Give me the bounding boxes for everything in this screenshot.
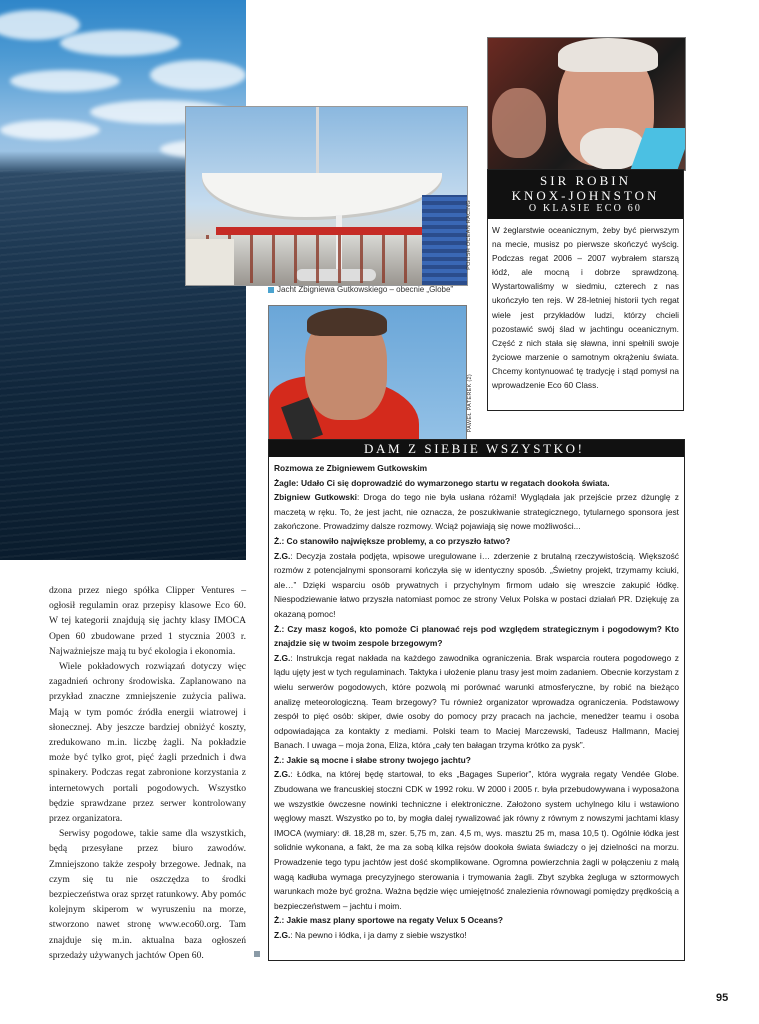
gutkowski-portrait	[268, 305, 467, 440]
sidebar-title-line2: KNOX-JOHNSTON	[511, 188, 660, 203]
answer-text: : Łódka, na której będę startował, to eks „Bagages Superior”, która wygrała regaty Vendée Globe. Zbudowana we francuskiej stoczni CDK w 1992 roku. W 2000 i 2005 r. była przebudowywana i wyposażona we wszystkie ówczesne nowinki techniczne i elektroniczne. Założono system uchylnego kilu i wstawiono węglowy maszt. Wszystko po to, by mogła dalej rywalizować jak równy z równym z nowszymi jachtami klasy IMOCA (wymiary: dł. 18,28 m, szer. 5,75 m, zan. 4,5 m, wys. masztu 25 m, masa 10,5 t). Ogólnie łódka jest solidnie wykonana, a fakt, że ma za sobą kilka rejsów dookoła świata świadczy o jej dzielności na morzu. Prowadzenie tego typu jachtów jest dość skomplikowane. Ogromna powierzchnia żagli w połączeniu z małą wagą kadłuba wymaga precyzyjnego sterowania i trymowania żagli. Zbyt szybka żegluga w sztormowych warunkach może być groźna. Ważna będzie więc umiejętność znalezienia równowagi pomiędzy prędkością a bezpieczeństwem – jachtu i moim.	[274, 769, 679, 911]
yacht-photo-credit: POLISH OCEAN RACING	[466, 200, 472, 270]
article-end-mark-icon	[254, 951, 260, 957]
portrait-photo-credit: PAWEŁ PATEREK (2)	[467, 374, 473, 433]
answer-speaker: Z.G.	[274, 652, 291, 663]
sidebar-title-line1: SIR ROBIN	[540, 173, 631, 188]
interview-answer	[274, 549, 679, 622]
sidebar-title-line3: O KLASIE ECO 60	[528, 203, 643, 214]
knox-johnston-portrait	[487, 37, 686, 171]
article-paragraph: dzona przez niego spółka Clipper Ventures – ogłosił regulamin oraz przepisy klasowe Eco 60. W tej kategorii znajdują się jachty klasy IMOCA Open 60 zbudowane przed 1 stycznia 2003 r. Najważniejsze mają tu być ekologia i ekonomia.	[49, 585, 246, 657]
page-number: 95	[716, 992, 729, 1004]
interview-box	[268, 439, 685, 961]
interview-question: Żagle: Udało Ci się doprowadzić do wymarzonego startu w regatach dookoła świata.	[274, 477, 610, 488]
interview-answer	[274, 928, 679, 943]
answer-speaker: Z.G.	[274, 930, 291, 940]
interview-question: Ż.: Jakie są mocne i słabe strony twojego jachtu?	[274, 754, 471, 765]
interview-question: Ż.: Co stanowiło największe problemy, a co przyszło łatwo?	[274, 535, 511, 546]
interview-title: DAM Z SIEBIE WSZYSTKO!	[269, 440, 684, 457]
interview-intro: Rozmowa ze Zbigniewem Gutkowskim	[274, 463, 428, 473]
answer-speaker: Zbigniew Gutkowski	[274, 492, 357, 503]
article-column	[49, 583, 246, 963]
answer-text: : Instrukcja regat nakłada na każdego zawodnika ograniczenia. Brak wsparcia routera pogodowego z lądu ujęty jest w tych regulaminach. Taktyka i ułożenie planu trasy jest moim zadaniem. Obecnie korzystam z wielu serwerów pogodowych, które pozwolą mi porównać warunki atmosferyczne, by robić na bieżąco analizę meteorologiczną. Team brzegowy? Tu również organizator wprowadza ograniczenia. Podstawowy zespół to pięć osób: skiper, dwie osoby do pomocy przy pracach na jachcie, menedżer teamu i osoba odpowiadająca za kontakty z mediami. Polski team to Maciej Marczewski, Tadeusz Hallmann, Maciej Banach. I uwaga – moja żona, Eliza, która „cały ten bałagan trzyma krótko za pysk”.	[274, 652, 679, 751]
interview-question: Ż.: Jakie masz plany sportowe na regaty Velux 5 Oceans?	[274, 915, 504, 926]
answer-text: : Na pewno i łódka, i ja damy z siebie wszystko!	[290, 930, 467, 940]
interview-answer	[274, 651, 679, 753]
answer-text: : Droga do tego nie była usłana różami! Wyglądała jak przejście przez dżunglę z maczetą w ręku. To, że jest jacht, nie oznacza, że poszukiwanie strategicznego, tytularnego sponsora jest zakończone. Prowadzimy dalsze rozmowy. Wciąż pojawiają się nowe możliwości...	[274, 492, 679, 532]
interview-question: Ż.: Czy masz kogoś, kto pomoże Ci planować rejs pod względem strategicznym i pogodowym? Kto znajdzie się w twoim zespole brzegowym?	[274, 623, 679, 649]
answer-text: : Decyzja została podjęta, wpisowe uregulowane i… zderzenie z brutalną rzeczywistością. Większość rozmów z potencjalnymi sponsorami kończyła się w identyczny sposób. „Świetny projekt, trzymamy kciuki, ale…” Dzięki wsparciu osób prywatnych i przychylnym firmom udało się wreszcie zakupić łódkę. Niespodziewanie łatwo przyszła natomiast pomoc ze strony Velux Polska w postaci działań PR. Dziękuję za okazaną pomoc!	[274, 550, 679, 619]
interview-body	[269, 457, 684, 943]
answer-speaker: Z.G.	[274, 769, 291, 780]
interview-answer	[274, 490, 679, 534]
answer-speaker: Z.G.	[274, 550, 291, 561]
article-paragraph: Serwisy pogodowe, takie same dla wszystkich, będą przesyłane przez biuro zawodów. Zmniejszono także zespoły brzegowe. Jednak, na czym się tu nie oszczędza to środki bezpieczeństwa oraz sprzęt ratunkowy. Aby pomóc kolejnym skiperom w wyruszeniu na morze, stworzono nawet stronę www.eco60.org. Tam znajduje się m.in. aktualna baza ogłoszeń sprzedaży używanych jachtów Open 60.	[49, 828, 246, 961]
yacht-caption	[268, 285, 453, 294]
sidebar-title	[488, 170, 683, 219]
yacht-caption-text: Jacht Zbigniewa Gutkowskiego – obecnie „Globe”	[277, 285, 454, 294]
article-paragraph: Wiele pokładowych rozwiązań dotyczy więc zagadnień ochrony środowiska. Zaplanowano na przykład znaczne zmniejszenie zużycia paliwa. Mają w tym pomóc źródła energii wiatrowej i słonecznej. Aby jeszcze bardziej obniżyć koszty, zredukowano m.in. liczbę żagli. Na pokładzie może być tylko grot, pięć żagli przednich i dwa spinakery. Podczas regat zabronione korzystania z internetowych portali pogodowych. Wszystko będzie sprawdzane przez serwer kontrolowany przez organizatora.	[49, 661, 246, 825]
sidebar-body: W żeglarstwie oceanicznym, żeby być pierwszym na mecie, musisz po pierwsze skończyć wyścig. Podczas regat 2006 – 2007 wybrałem starszą łódź, ale mocną i dobrze sprawdzoną. Wystartowaliśmy w siedmiu, czterech z nas ukończyło ten rejs. W 28-letniej historii tych regat wiele jest przykładów ludzi, którzy chcieli pozostawić swój ślad w jachtingu oceanicznym. Część z nich stała się sławna, inni spełnili swoje życiowe marzenie o samotnym okrążeniu świata. Chcemy kontynuować tę tradycję i stąd pomysł na wprowadzenie Eco 60 Class.	[492, 225, 679, 391]
knox-johnston-sidebar	[487, 169, 684, 411]
yacht-photo	[185, 106, 468, 286]
interview-answer	[274, 767, 679, 913]
caption-bullet-icon	[268, 287, 274, 293]
